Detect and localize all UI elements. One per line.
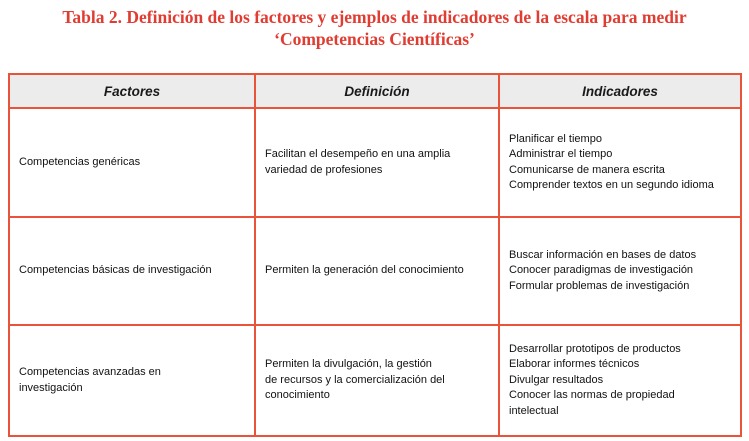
definition-line: Permiten la divulgación, la gestión: [265, 358, 432, 371]
caption-line-1: Tabla 2. Definición de los factores y ejemplos de indicadores de la escala para medir: [62, 7, 687, 27]
factor-text: Competencias genéricas: [19, 155, 141, 168]
indicators-cell: [499, 108, 741, 217]
definition-line: Permiten la generación del conocimiento: [265, 264, 464, 277]
definition-line: conocimiento: [265, 389, 330, 402]
factor-line: Competencias avanzadas en: [19, 366, 161, 378]
table-row: [9, 108, 741, 217]
definition-cell: [255, 325, 499, 436]
indicator-item: Buscar información en bases de datos: [509, 248, 697, 261]
definition-line: variedad de profesiones: [265, 163, 383, 176]
definition-cell: [255, 217, 499, 325]
indicator-item: Divulgar resultados: [509, 373, 604, 386]
header-row: [9, 74, 741, 108]
indicator-item: Conocer las normas de propiedad: [509, 389, 675, 402]
header-factores: Factores: [9, 74, 255, 108]
indicator-item: Administrar el tiempo: [509, 148, 613, 160]
definition-line: de recursos y la comercialización del: [265, 373, 445, 386]
definition-line: Facilitan el desempeño en una amplia: [265, 148, 451, 160]
indicators-cell: [499, 325, 741, 436]
factor-cell: [9, 217, 255, 325]
indicator-item: Conocer paradigmas de investigación: [509, 264, 694, 277]
competencies-table: [8, 73, 742, 437]
indicator-item: intelectual: [509, 404, 559, 417]
table-row: [9, 325, 741, 436]
indicators-cell: [499, 217, 741, 325]
header-definicion: Definición: [255, 74, 499, 108]
definition-cell: [255, 108, 499, 217]
factor-text: Competencias básicas de investigación: [19, 264, 212, 277]
indicator-item: Elaborar informes técnicos: [509, 358, 640, 371]
indicator-item: Formular problemas de investigación: [509, 279, 690, 292]
caption-line-2: ‘Competencias Científicas’: [274, 29, 475, 49]
factor-cell: [9, 325, 255, 436]
indicator-item: Comunicarse de manera escrita: [509, 163, 665, 176]
indicator-item: Desarrollar prototipos de productos: [509, 342, 681, 355]
table-caption: [0, 6, 749, 50]
indicator-item: Comprender textos en un segundo idioma: [509, 179, 714, 191]
indicator-item: Planificar el tiempo: [509, 132, 602, 145]
factor-line: investigación: [19, 381, 83, 394]
factor-cell: [9, 108, 255, 217]
table-row: [9, 217, 741, 325]
header-indicadores: Indicadores: [499, 74, 741, 108]
